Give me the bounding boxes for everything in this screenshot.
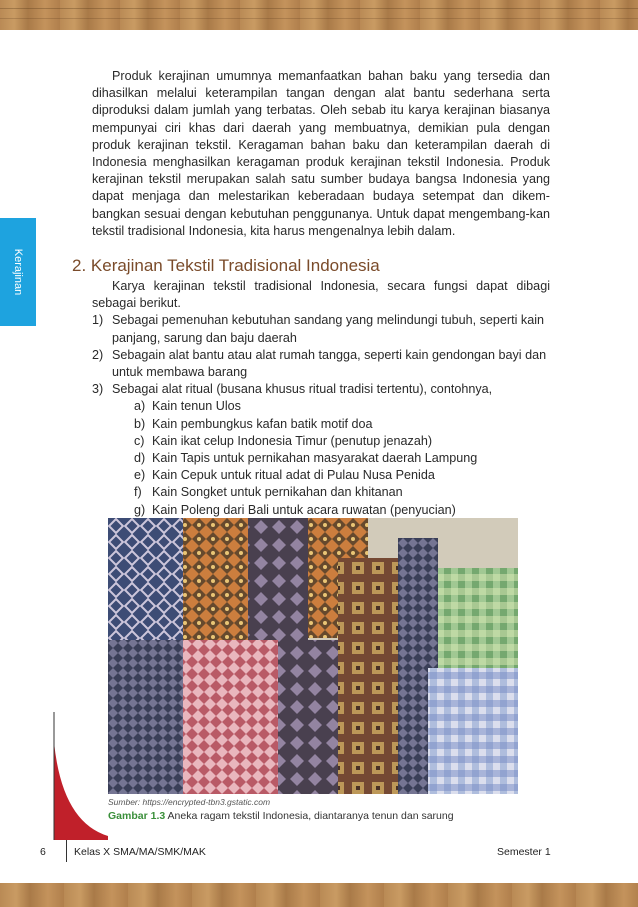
sublist-item — [134, 502, 550, 519]
sublist-item — [134, 398, 550, 415]
chapter-side-tab — [0, 218, 36, 326]
top-wood-border — [0, 0, 638, 30]
sublist-letter: a) — [134, 399, 146, 414]
sublist-text: Kain Tapis untuk pernikahan masyarakat daerah Lampung — [152, 451, 478, 466]
sublist-text: Kain pembungkus kafan batik motif doa — [152, 416, 373, 431]
footer-book-title: Kelas X SMA/MA/SMK/MAK — [74, 846, 206, 858]
section-lead: Karya kerajinan tekstil tradisional Indonesia, secara fungsi dapat dibagi sebagai berikut. — [92, 279, 550, 311]
list-text: Sebagain alat bantu atau alat rumah tangga, seperti kain gendongan bayi dan untuk membawa barang — [112, 347, 547, 380]
footer-semester: Semester 1 — [497, 846, 551, 858]
sublist-letter: b) — [134, 416, 146, 431]
figure-label: Gambar 1.3 — [108, 810, 166, 822]
bottom-wood-border — [0, 883, 638, 907]
sublist-item — [134, 450, 550, 467]
list-number: 2) — [92, 347, 104, 362]
sublist-item — [134, 484, 550, 501]
sublist-item — [134, 467, 550, 484]
list-text: Sebagai alat ritual (busana khusus ritual tradisi tertentu), contohnya, — [112, 382, 493, 397]
list-text: Sebagai pemenuhan kebutuhan sandang yang melindungi tubuh, seperti kain panjang, sarung dan baju daerah — [112, 313, 545, 345]
section-heading: 2. Kerajinan Tekstil Tradisional Indonesia — [72, 256, 380, 275]
list-item — [92, 381, 550, 519]
list-number: 3) — [92, 382, 104, 397]
corner-ornament — [52, 712, 108, 840]
figure-caption — [108, 810, 454, 822]
list-number: 1) — [92, 313, 104, 328]
intro-block — [92, 68, 550, 240]
sublist-letter: d) — [134, 451, 146, 466]
list-item — [92, 347, 550, 381]
figure-source: Sumber: https://encrypted-tbn3.gstatic.com — [108, 797, 271, 807]
ritual-sublist — [112, 398, 550, 518]
sublist-text: Kain Songket untuk pernikahan dan khitanan — [152, 485, 403, 500]
sublist-item — [134, 433, 550, 450]
page-number: 6 — [40, 846, 46, 858]
sublist-letter: e) — [134, 468, 146, 483]
footer-divider — [66, 840, 67, 862]
sublist-text: Kain tenun Ulos — [152, 399, 241, 414]
sublist-letter: g) — [134, 502, 146, 517]
sublist-item — [134, 416, 550, 433]
sublist-letter: c) — [134, 433, 145, 448]
intro-paragraph: Produk kerajinan umumnya memanfaatkan bahan baku yang tersedia dan dihasilkan melalui keterampilan tangan dengan alat bantu sederhana serta diproduksi dalam jumlah yang terbatas. Oleh sebab itu karya kerajinan biasanya mempunyai ciri khas dari daerah yang membuatnya, demikian pula dengan produk kerajinan tekstil. Keragaman bahan baku dan keterampilan daerah di Indonesia menghasilkan keragaman produk kerajinan tekstil Indonesia. Produk kerajinan tekstil merupakan salah satu sumber budaya bangsa Indonesia yang dapat menjaga dan melestarikan keberadaan budaya setempat dan dikem-bangkan sesuai dengan kebutuhan penggunanya. Untuk dapat mengembang-kan tekstil tradisional Indonesia, kita harus mengenalnya lebih dalam. — [92, 69, 550, 238]
figure-caption-text: Aneka ragam tekstil Indonesia, diantaranya tenun dan sarung — [167, 810, 454, 822]
function-list — [92, 312, 550, 518]
sublist-text: Kain ikat celup Indonesia Timur (penutup jenazah) — [152, 433, 433, 448]
sublist-text: Kain Cepuk untuk ritual adat di Pulau Nusa Penida — [152, 468, 435, 483]
chapter-tab-label: Kerajinan — [12, 248, 24, 296]
textile-photo — [108, 518, 518, 794]
list-item — [92, 312, 550, 346]
sublist-text: Kain Poleng dari Bali untuk acara ruwatan (penyucian) — [152, 502, 456, 517]
sublist-letter: f) — [134, 485, 142, 500]
section-body — [92, 278, 550, 519]
